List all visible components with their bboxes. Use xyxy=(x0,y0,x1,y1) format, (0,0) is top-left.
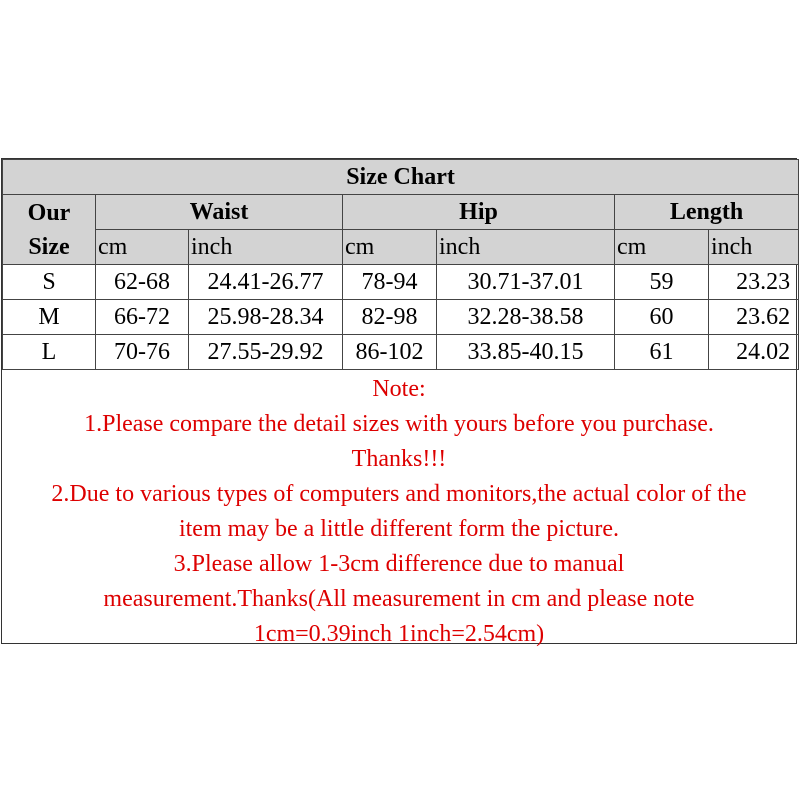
waist-cm-header: cm xyxy=(96,230,189,265)
header-row-top xyxy=(3,195,799,230)
waist-cm-cell: 62-68 xyxy=(96,265,189,300)
hip-cm-cell: 86-102 xyxy=(343,335,437,370)
size-table xyxy=(2,159,799,370)
header-row-units xyxy=(3,230,799,265)
hip-cm-cell: 82-98 xyxy=(343,300,437,335)
length-inch-cell: 24.02 xyxy=(709,335,799,370)
length-header: Length xyxy=(615,195,799,230)
waist-cm-cell: 70-76 xyxy=(96,335,189,370)
length-cm-cell: 59 xyxy=(615,265,709,300)
note-line: 1.Please compare the detail sizes with yours before you purchase. xyxy=(84,411,714,437)
waist-inch-cell: 25.98-28.34 xyxy=(189,300,343,335)
hip-inch-header: inch xyxy=(437,230,615,265)
waist-inch-header: inch xyxy=(189,230,343,265)
size-cell: S xyxy=(3,265,96,300)
size-chart xyxy=(1,158,797,647)
hip-inch-cell: 33.85-40.15 xyxy=(437,335,615,370)
length-cm-cell: 60 xyxy=(615,300,709,335)
chart-title: Size Chart xyxy=(3,160,799,195)
waist-inch-cell: 27.55-29.92 xyxy=(189,335,343,370)
table-row xyxy=(3,265,799,300)
waist-inch-cell: 24.41-26.77 xyxy=(189,265,343,300)
size-label: Size xyxy=(28,233,70,260)
length-cm-cell: 61 xyxy=(615,335,709,370)
table-row xyxy=(3,335,799,370)
note-line: Thanks!!! xyxy=(351,446,447,472)
note-heading: Note: xyxy=(372,376,426,402)
hip-cm-header: cm xyxy=(343,230,437,265)
our-label: Our xyxy=(27,199,71,226)
hip-inch-cell: 30.71-37.01 xyxy=(437,265,615,300)
our-size-header xyxy=(3,195,96,265)
length-cm-header: cm xyxy=(615,230,709,265)
hip-cm-cell: 78-94 xyxy=(343,265,437,300)
note-line: 3.Please allow 1-3cm difference due to manual xyxy=(173,551,625,577)
notes-block xyxy=(2,372,796,652)
length-inch-cell: 23.23 xyxy=(709,265,799,300)
note-line: item may be a little different form the picture. xyxy=(178,516,620,542)
table-row xyxy=(3,300,799,335)
note-line: 2.Due to various types of computers and monitors,the actual color of the xyxy=(51,481,747,507)
size-cell: M xyxy=(3,300,96,335)
size-cell: L xyxy=(3,335,96,370)
waist-header: Waist xyxy=(96,195,343,230)
note-line: measurement.Thanks(All measurement in cm and please note xyxy=(103,586,695,612)
note-line: 1cm=0.39inch 1inch=2.54cm) xyxy=(253,621,545,647)
length-inch-header: inch xyxy=(709,230,799,265)
title-row xyxy=(3,160,799,195)
waist-cm-cell: 66-72 xyxy=(96,300,189,335)
hip-header: Hip xyxy=(343,195,615,230)
hip-inch-cell: 32.28-38.58 xyxy=(437,300,615,335)
length-inch-cell: 23.62 xyxy=(709,300,799,335)
